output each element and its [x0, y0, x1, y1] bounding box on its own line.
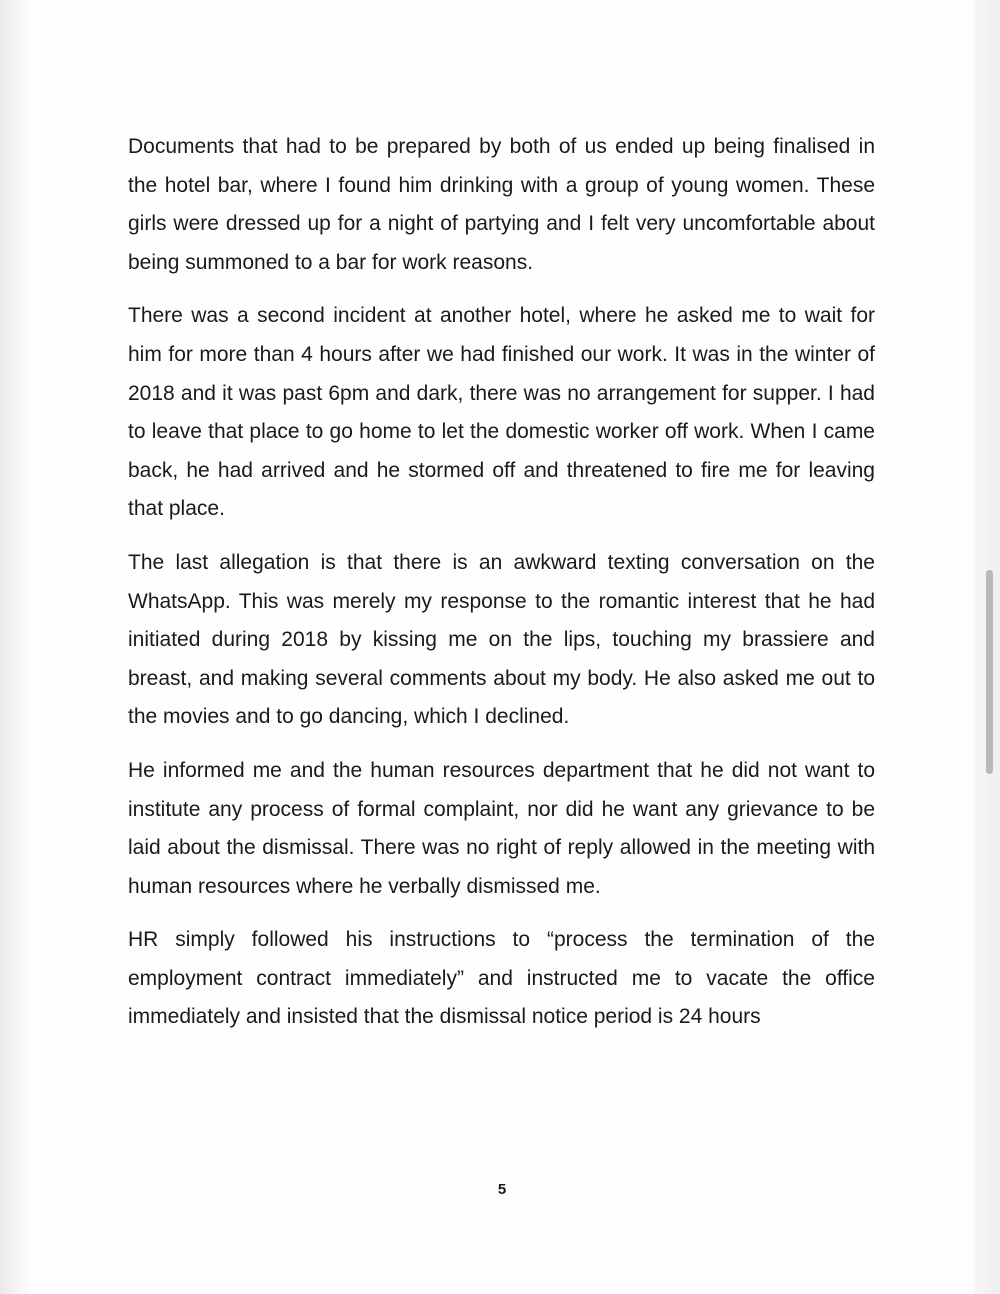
paragraph-whatsapp-allegation: The last allegation is that there is an awkward texting conversation on the WhatsApp. This was merely my response to the romantic interest that he had initiated during 2018 by kissing me on the lips, touching my brassiere and breast, and making several comments about my body. He also asked me out to the movies and to go dancing, which I declined. — [128, 550, 875, 729]
scrollbar-thumb[interactable] — [986, 570, 993, 774]
paragraph-hr-complaint: He informed me and the human resources department that he did not want to institute any process of formal complaint, nor did he want any grievance to be laid about the dismissal. There was no right of reply allowed in the meeting with human resources where he verbally dismissed me. — [128, 758, 875, 898]
paragraph-hotel-bar: Documents that had to be prepared by both of us ended up being finalised in the hotel bar, where I found him drinking with a group of young women. These girls were dressed up for a night of partying and I felt very uncomfortable about being summoned to a bar for work reasons. — [128, 135, 875, 274]
page-number: 5 — [497, 1181, 507, 1198]
paragraph-termination: HR simply followed his instructions to “process the termination of the employment contract immediately” and instructed me to vacate the office immediately and insisted that the dismissal notice period is 24 hours — [128, 928, 875, 1029]
document-body — [128, 128, 875, 1052]
document-page — [30, 0, 974, 1294]
paragraph-second-incident: There was a second incident at another hotel, where he asked me to wait for him for more than 4 hours after we had finished our work. It was in the winter of 2018 and it was past 6pm and dark, there was no arrangement for supper. I had to leave that place to go home to let the domestic worker off work. When I came back, he had arrived and he stormed off and threatened to fire me for leaving that place. — [128, 304, 875, 521]
